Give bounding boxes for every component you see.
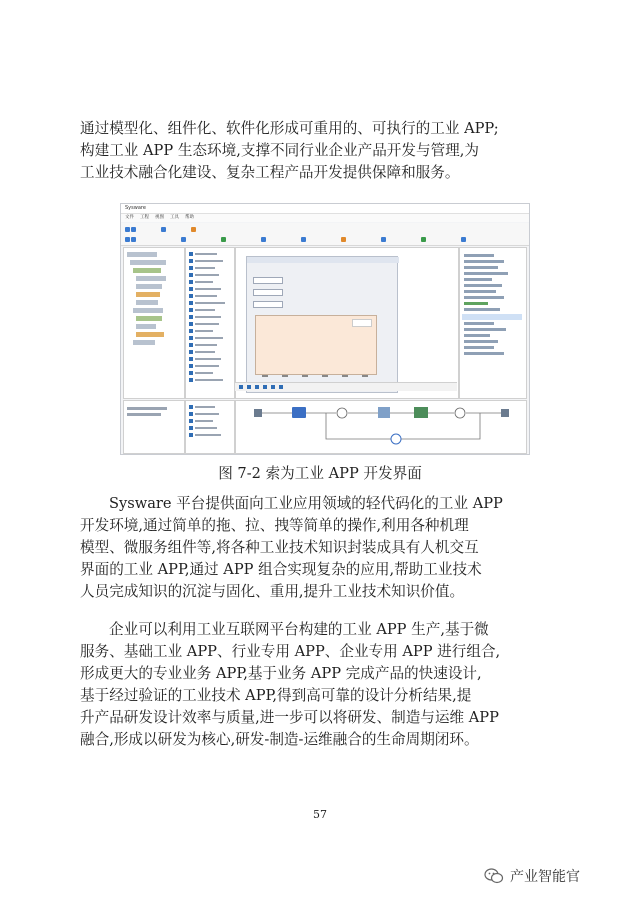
text-line: 模型、微服务组件等,将各种工业技术知识封装成具有人机交互 bbox=[80, 539, 479, 556]
plot-axis bbox=[255, 375, 375, 379]
form-field bbox=[253, 277, 283, 284]
toolbar-icon bbox=[301, 236, 306, 242]
toolbar-icon bbox=[125, 236, 136, 242]
app-dev-screenshot-figure bbox=[120, 203, 530, 455]
paragraph-intro bbox=[80, 118, 565, 184]
properties-panel bbox=[459, 247, 527, 399]
toolbar-icon bbox=[421, 236, 426, 242]
design-canvas bbox=[235, 247, 459, 399]
toolbar-icon bbox=[381, 236, 386, 242]
paragraph-sysware bbox=[80, 493, 565, 603]
menu-item: 工程 bbox=[140, 215, 149, 220]
canvas-toolbar bbox=[235, 382, 457, 391]
wechat-icon bbox=[484, 868, 504, 884]
toolbar-icon bbox=[221, 236, 226, 242]
menu-bar bbox=[121, 214, 530, 222]
text-line: 界面的工业 APP,通过 APP 组合实现复杂的应用,帮助工业技术 bbox=[80, 561, 482, 578]
text-line: 基于经过验证的工业技术 APP,得到高可靠的设计分析结果,提 bbox=[80, 687, 472, 704]
process-flow-canvas bbox=[235, 400, 527, 454]
window-title: Sysware bbox=[125, 205, 146, 211]
toolbar-icon bbox=[191, 226, 196, 232]
text-line: 工业技术融合化建设、复杂工程产品开发提供保障和服务。 bbox=[80, 164, 460, 181]
text-line: 服务、基础工业 APP、行业专用 APP、企业专用 APP 进行组合, bbox=[80, 643, 501, 660]
toolbar-icon bbox=[461, 236, 466, 242]
toolbar-icon bbox=[261, 236, 266, 242]
menu-item: 视图 bbox=[155, 215, 164, 220]
menu-item: 工具 bbox=[170, 215, 179, 220]
toolbar-icon bbox=[181, 236, 186, 242]
page-number: 57 bbox=[313, 808, 327, 821]
console-panel bbox=[123, 400, 185, 454]
text-line: 开发环境,通过简单的拖、拉、拽等简单的操作,利用各种机理 bbox=[80, 517, 469, 534]
toolbar-icon bbox=[161, 226, 166, 232]
ui-editor-window bbox=[246, 256, 398, 393]
window-title-bar bbox=[121, 204, 529, 214]
menu-item: 文件 bbox=[125, 215, 134, 220]
text-line: 企业可以利用工业互联网平台构建的工业 APP 生产,基于微 bbox=[109, 621, 489, 638]
text-line: 升产品研发设计效率与质量,进一步可以将研发、制造与运维 APP bbox=[80, 709, 499, 726]
component-list bbox=[185, 400, 235, 454]
component-palette bbox=[185, 247, 235, 399]
toolbar bbox=[121, 223, 529, 246]
text-line: 通过模型化、组件化、软件化形成可重用的、可执行的工业 APP; bbox=[80, 120, 499, 137]
paragraph-enterprise bbox=[80, 619, 565, 751]
menu-item: 帮助 bbox=[185, 215, 194, 220]
text-line: 构建工业 APP 生态环境,支撑不同行业企业产品开发与管理,为 bbox=[80, 142, 479, 159]
figure-caption: 图 7-2 索为工业 APP 开发界面 bbox=[218, 465, 422, 482]
text-line: 人员完成知识的沉淀与固化、重用,提升工业技术知识价值。 bbox=[80, 583, 465, 600]
text-line: 融合,形成以研发为核心,研发-制造-运维融合的生命周期闭环。 bbox=[80, 731, 479, 748]
form-field bbox=[253, 289, 283, 296]
project-tree-panel bbox=[123, 247, 185, 399]
toolbar-icon bbox=[125, 226, 136, 232]
text-line: 形成更大的专业业务 APP,基于业务 APP 完成产品的快速设计, bbox=[80, 665, 482, 682]
toolbar-icon bbox=[341, 236, 346, 242]
text-line: Sysware 平台提供面向工业应用领域的轻代码化的工业 APP bbox=[109, 495, 503, 512]
plot-area bbox=[255, 315, 377, 375]
watermark-text: 产业智能官 bbox=[510, 869, 580, 885]
watermark bbox=[484, 866, 580, 886]
form-field bbox=[253, 301, 283, 308]
